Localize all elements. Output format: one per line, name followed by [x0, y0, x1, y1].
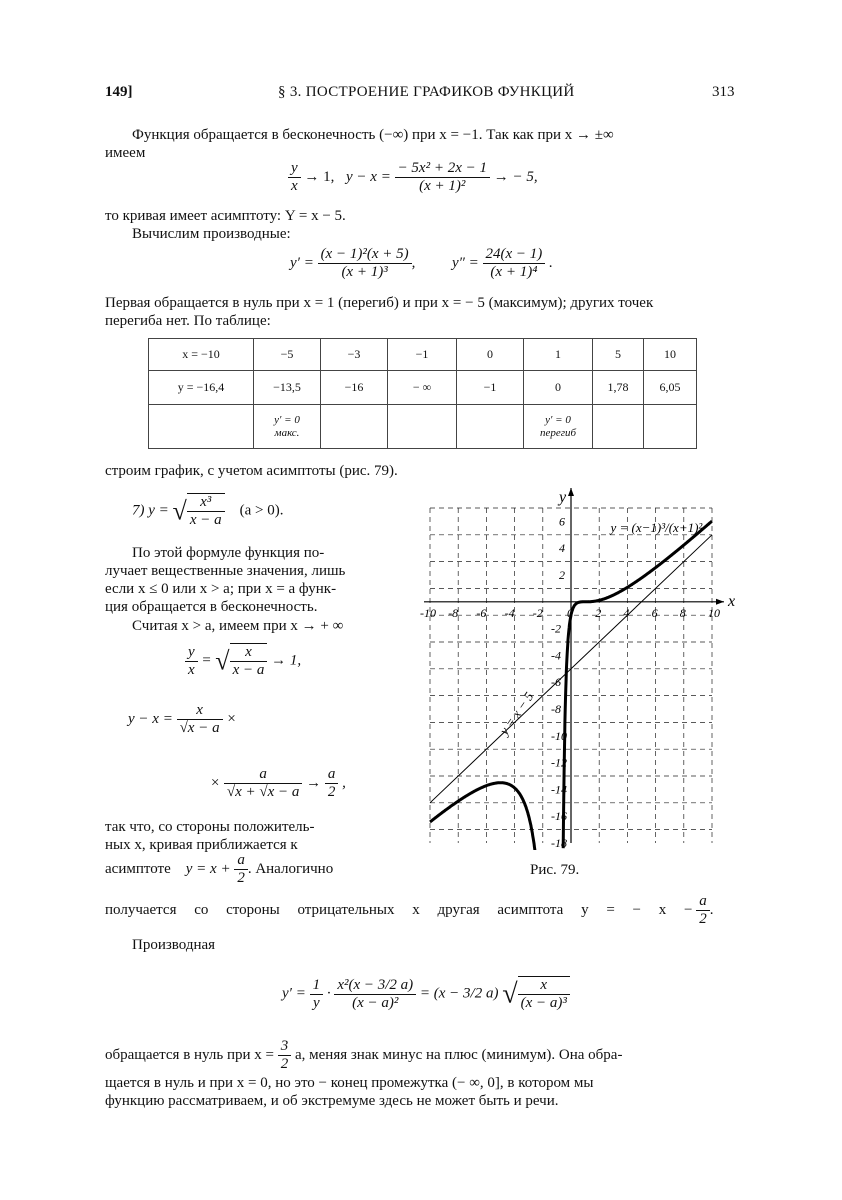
y-tick-label: -12	[551, 755, 567, 770]
table-cell: −1	[388, 339, 457, 371]
x-tick-label: -2	[532, 605, 543, 620]
table-cell	[149, 405, 254, 449]
paragraph-2: то кривая имеет асимптоту: Y = x − 5.	[105, 208, 346, 224]
y-tick-label: -6	[551, 675, 561, 690]
table-cell: 5	[593, 339, 644, 371]
paragraph-10: Производная	[132, 937, 216, 953]
x-tick-label: 10	[708, 605, 720, 620]
table-cell: 0	[457, 339, 524, 371]
paragraph-7: Считая x > a, имеем при x → + ∞	[132, 618, 344, 634]
table-cell: − ∞	[388, 371, 457, 405]
table-cell: x = −10	[149, 339, 254, 371]
y-tick-label: -14	[551, 782, 567, 797]
value-table	[148, 338, 697, 449]
x-tick-label: 8	[679, 605, 686, 620]
formula-difference-limit: × $\frac{a}{√x + √x - a}$ → $\frac{a}{2}$ ,	[210, 766, 346, 800]
formula-difference: y − x = $\frac{x}{√x - a}$ ×	[128, 702, 237, 736]
paragraph-8a: так что, со стороны положитель-	[105, 819, 315, 835]
table-cell: 1,78	[593, 371, 644, 405]
formula-limit-difference: y − x = $\frac{\text{− 5x² + 2x − 1}}{\text{(x + 1)²}}$ → − 5,	[346, 160, 538, 194]
paragraph-5: строим график, с учетом асимптоты (рис. 79).	[105, 463, 398, 479]
y-tick-label: -4	[551, 648, 561, 663]
table-cell: 1	[524, 339, 593, 371]
table-cell	[593, 405, 644, 449]
x-tick-label: 0	[567, 605, 573, 620]
paragraph-3: Вычислим производные:	[132, 226, 291, 242]
paragraph-1a: Функция обращается в бесконечность (−∞) при x = −1. Так как при x → ±∞	[132, 127, 614, 143]
table-cell	[321, 405, 388, 449]
formula-first-derivative: y′ = $\frac{\text{(x − 1)²(x + 5)}}{\text{(x + 1)³}}$ ,	[290, 246, 416, 280]
item-7-formula: 7) y = √ $\frac{\text{x³}}{x - a}$ (a > 0).	[132, 494, 284, 528]
x-tick-label: 6	[651, 605, 658, 620]
running-title: § 3. ПОСТРОЕНИЕ ГРАФИКОВ ФУНКЦИЙ	[278, 84, 575, 100]
paragraph-6a: По этой формуле функция по-	[132, 545, 325, 561]
table-cell: y = −16,4	[149, 371, 254, 405]
y-tick-label: -18	[551, 836, 567, 850]
x-tick-label: -6	[476, 605, 487, 620]
table-cell: y′ = 0 перегиб	[524, 405, 593, 449]
table-cell	[388, 405, 457, 449]
y-axis-label: y	[559, 489, 567, 506]
table-cell: −16	[321, 371, 388, 405]
y-tick-label: 2	[559, 568, 565, 582]
table-cell: −13,5	[254, 371, 321, 405]
y-tick-label: 4	[559, 541, 565, 556]
formula-ratio-limit: $\frac{y}{x}$ = √ $\frac{x}{x - a}$ → 1,	[185, 643, 301, 679]
y-tick-label: 6	[559, 514, 565, 529]
y-tick-label: -16	[551, 809, 567, 824]
y-tick-label: -2	[551, 621, 561, 636]
paragraph-1b: имеем	[105, 145, 146, 161]
x-tick-label: 2	[595, 605, 602, 620]
paragraph-4b: перегиба нет. По таблице:	[105, 313, 271, 329]
paragraph-4a: Первая обращается в нуль при x = 1 (перегиб) и при x = − 5 (максимум); других точек	[105, 295, 654, 311]
x-axis-arrow	[716, 599, 724, 605]
y-axis-arrow	[568, 488, 574, 496]
table-cell: −3	[321, 339, 388, 371]
curve-branch-left	[430, 783, 536, 850]
page-number: 313	[712, 84, 735, 100]
section-number: 149]	[105, 84, 133, 100]
x-tick-label: 4	[623, 605, 630, 620]
curve-label: y = (x−1)³/(x+1)²	[610, 520, 703, 536]
paragraph-6d: ция обращается в бесконечность.	[105, 599, 318, 615]
paragraph-8b: ных x, кривая приближается к	[105, 837, 298, 853]
y-tick-label: -8	[551, 702, 561, 716]
table-cell: −1	[457, 371, 524, 405]
asymptote-label: y = x − 5	[496, 689, 537, 738]
x-tick-label: -4	[504, 605, 515, 620]
x-tick-label: -8	[448, 605, 459, 620]
function-graph	[410, 478, 740, 850]
formula-limit-ratio: $\frac{y}{x}$ → 1,	[288, 160, 334, 195]
x-tick-label: -10	[420, 605, 436, 620]
table-cell: y′ = 0 макс.	[254, 405, 321, 449]
paragraph-12: щается в нуль и при x = 0, но это − конец промежутка (− ∞, 0], в котором мы	[105, 1075, 594, 1091]
table-cell	[457, 405, 524, 449]
table-cell: 0	[524, 371, 593, 405]
figure-caption: Рис. 79.	[530, 862, 580, 878]
curve-branch-right	[563, 521, 712, 848]
table-cell: −5	[254, 339, 321, 371]
x-axis-label: x	[728, 592, 736, 610]
paragraph-11: обращается в нуль при x = $\frac{3}{2}$ a, меняя знак минус на плюс (минимум). Она обра-	[105, 1038, 623, 1072]
table-cell: 10	[644, 339, 697, 371]
paragraph-9: получается со стороны отрицательных x другая асимптота y = − x − $\frac{a}{2}$ .	[105, 893, 714, 927]
paragraph-8c: асимптоте y = x + $\frac{a}{2}$ . Аналогично	[105, 852, 334, 886]
table-cell: 6,05	[644, 371, 697, 405]
formula-second-derivative: y″ = $\frac{24(x - 1)}{\text{(x + 1)⁴}}$ .	[452, 246, 553, 280]
formula-derivative: y′ = $\frac{1}{y}$ · $\frac{\text{x²(x − 3/2 a)}}{\text{(x − a)²}}$ = (x − 3/2 a) √ $\frac{x}{\text{(x − a)³}}$	[282, 976, 570, 1012]
paragraph-6b: лучает вещественные значения, лишь	[105, 563, 346, 579]
paragraph-13: функцию рассматриваем, и об экстремуме здесь не может быть и речи.	[105, 1093, 559, 1109]
y-tick-label: -10	[551, 728, 567, 743]
paragraph-6c: если x ≤ 0 или x > a; при x = a функ-	[105, 581, 337, 597]
table-cell	[644, 405, 697, 449]
